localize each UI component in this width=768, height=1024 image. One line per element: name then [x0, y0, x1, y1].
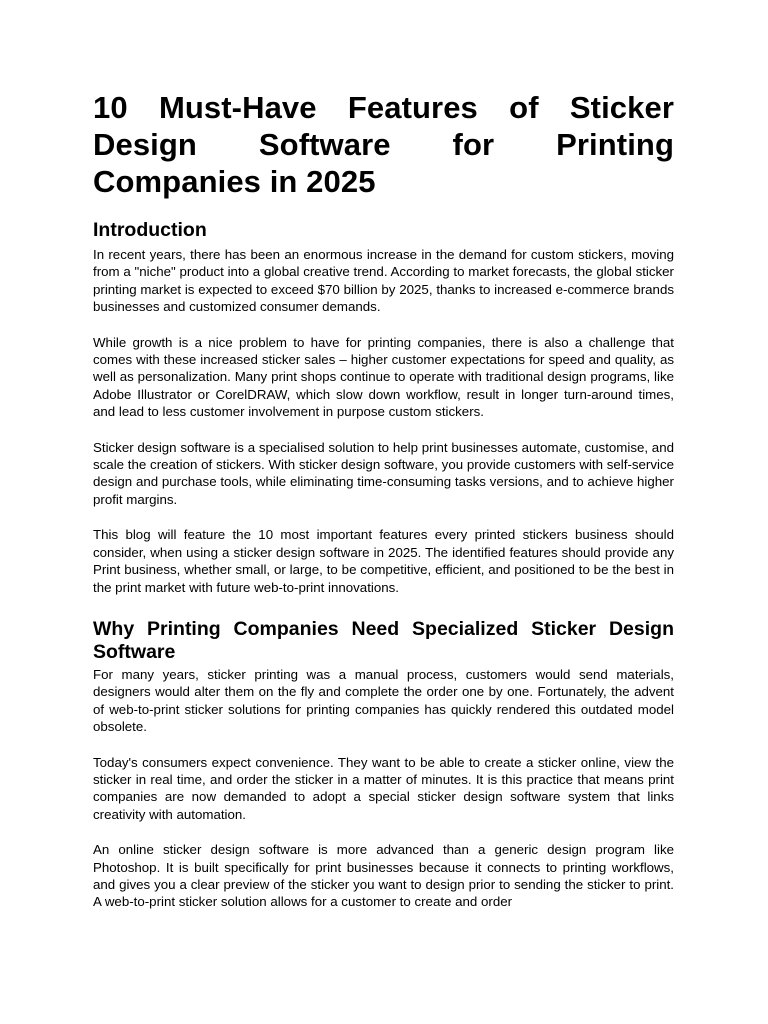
document-title: 10 Must-Have Features of Sticker Design Software for Printing Companies in 2025: [93, 90, 674, 199]
why-paragraph-1: For many years, sticker printing was a manual process, customers would send materials, designers would alter them on the fly and complete the order one by one. Fortunately, the advent of web-to-print sticker solutions for printing companies has quickly rendered this outdated model obsolete.: [93, 666, 674, 735]
why-paragraph-3: An online sticker design software is more advanced than a generic design program like Photoshop. It is built specifically for print businesses because it connects to printing workflows, and gives you a clear preview of the sticker you want to design prior to sending the sticker to print. A web-to-print sticker solution allows for a customer to create and order: [93, 842, 674, 910]
introduction-heading: Introduction: [93, 219, 207, 241]
intro-paragraph-1: In recent years, there has been an enormous increase in the demand for custom stickers, moving from a "niche" product into a global creative trend. According to market forecasts, the global sticker printing market is expected to exceed $70 billion by 2025, thanks to increased e-commerce brands businesses and customized consumer demands.: [93, 247, 674, 315]
why-section-heading: Why Printing Companies Need Specialized Sticker Design Software: [93, 617, 674, 663]
intro-paragraph-3: Sticker design software is a specialised solution to help print businesses automate, customise, and scale the creation of stickers. With sticker design software, you provide customers with self-service design and purchase tools, while eliminating time-consuming tasks versions, and to achieve higher profit margins.: [93, 439, 674, 507]
why-paragraph-2: Today's consumers expect convenience. They want to be able to create a sticker online, view the sticker in real time, and order the sticker in a matter of minutes. It is this practice that means print companies are now demanded to adopt a special sticker design software system that links creativity with automation.: [93, 754, 674, 822]
intro-paragraph-2: While growth is a nice problem to have for printing companies, there is also a challenge that comes with these increased sticker sales – higher customer expectations for speed and quality, as well as personalization. Many print shops continue to operate with traditional design programs, like Adobe Illustrator or CorelDRAW, which slow down workflow, result in longer turn-around times, and lead to less customer involvement in purpose custom stickers.: [93, 334, 674, 420]
intro-paragraph-4: This blog will feature the 10 most important features every printed stickers business should consider, when using a sticker design software in 2025. The identified features should provide any Print business, whether small, or large, to be competitive, efficient, and positioned to be the best in the print market with future web-to-print innovations.: [93, 527, 674, 595]
